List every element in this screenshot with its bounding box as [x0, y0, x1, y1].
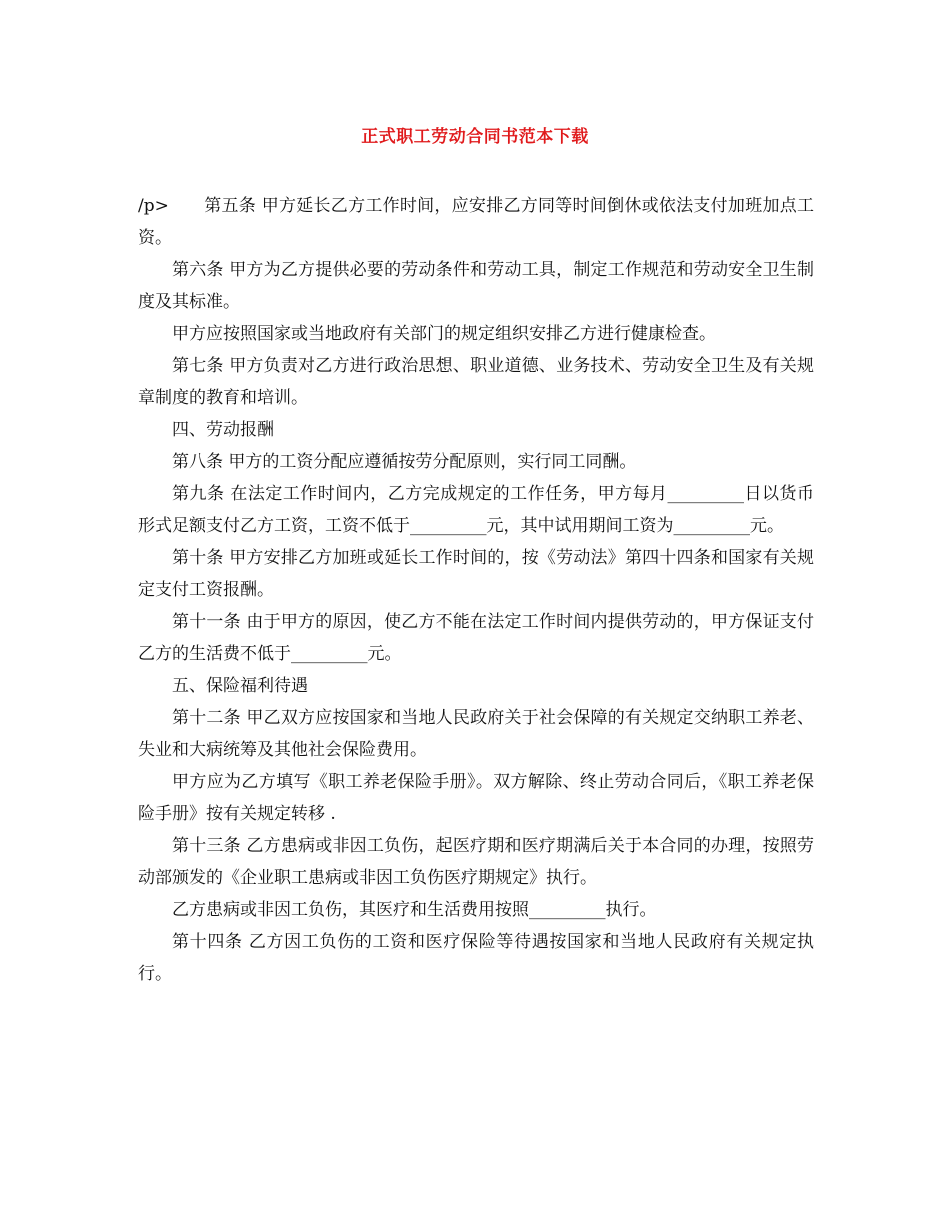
paragraph-article-8: 第八条 甲方的工资分配应遵循按劳分配原则，实行同工同酬。 [172, 452, 637, 472]
paragraph-health-check: 甲方应按照国家或当地政府有关部门的规定组织安排乙方进行健康检查。 [172, 324, 716, 344]
paragraph-article-14: 第十四条 乙方因工负伤的工资和医疗保险等待遇按国家和当地人民政府有关规定执行。 [138, 932, 814, 984]
paragraph-medical-costs: 乙方患病或非因工负伤，其医疗和生活费用按照_________执行。 [172, 900, 657, 920]
paragraph-article-6: 第六条 甲方为乙方提供必要的劳动条件和劳动工具，制定工作规范和劳动安全卫生制度及其标准。 [138, 260, 814, 312]
paragraph-article-5 [138, 190, 814, 254]
paragraph-pension-handbook: 甲方应为乙方填写《职工养老保险手册》。双方解除、终止劳动合同后，《职工养老保险手册》按有关规定转移 . [138, 772, 814, 824]
paragraph-article-11: 第十一条 由于甲方的原因，使乙方不能在法定工作时间内提供劳动的，甲方保证支付乙方的生活费不低于_________元。 [138, 612, 814, 664]
section-heading-insurance: 五、保险福利待遇 [172, 676, 308, 696]
paragraph-article-7: 第七条 甲方负责对乙方进行政治思想、职业道德、业务技术、劳动安全卫生及有关规章制度的教育和培训。 [138, 356, 814, 408]
fragment-tag: /p> [138, 196, 169, 216]
paragraph-article-12: 第十二条 甲乙双方应按国家和当地人民政府关于社会保障的有关规定交纳职工养老、失业和大病统筹及其他社会保险费用。 [138, 708, 814, 760]
paragraph-article-10: 第十条 甲方安排乙方加班或延长工作时间的，按《劳动法》第四十四条和国家有关规定支付工资报酬。 [138, 548, 814, 600]
section-heading-remuneration: 四、劳动报酬 [172, 420, 274, 440]
document-body [138, 190, 814, 990]
document-title: 正式职工劳动合同书范本下载 [361, 127, 589, 147]
paragraph-text: 第五条 甲方延长乙方工作时间，应安排乙方同等时间倒休或依法支付加班加点工资。 [138, 196, 814, 248]
paragraph-article-9: 第九条 在法定工作时间内，乙方完成规定的工作任务，甲方每月_________日以货币形式足额支付乙方工资，工资不低于_________元，其中试用期间工资为_________元。 [138, 484, 814, 536]
paragraph-article-13: 第十三条 乙方患病或非因工负伤，起医疗期和医疗期满后关于本合同的办理，按照劳动部颁发的《企业职工患病或非因工负伤医疗期规定》执行。 [138, 836, 814, 888]
